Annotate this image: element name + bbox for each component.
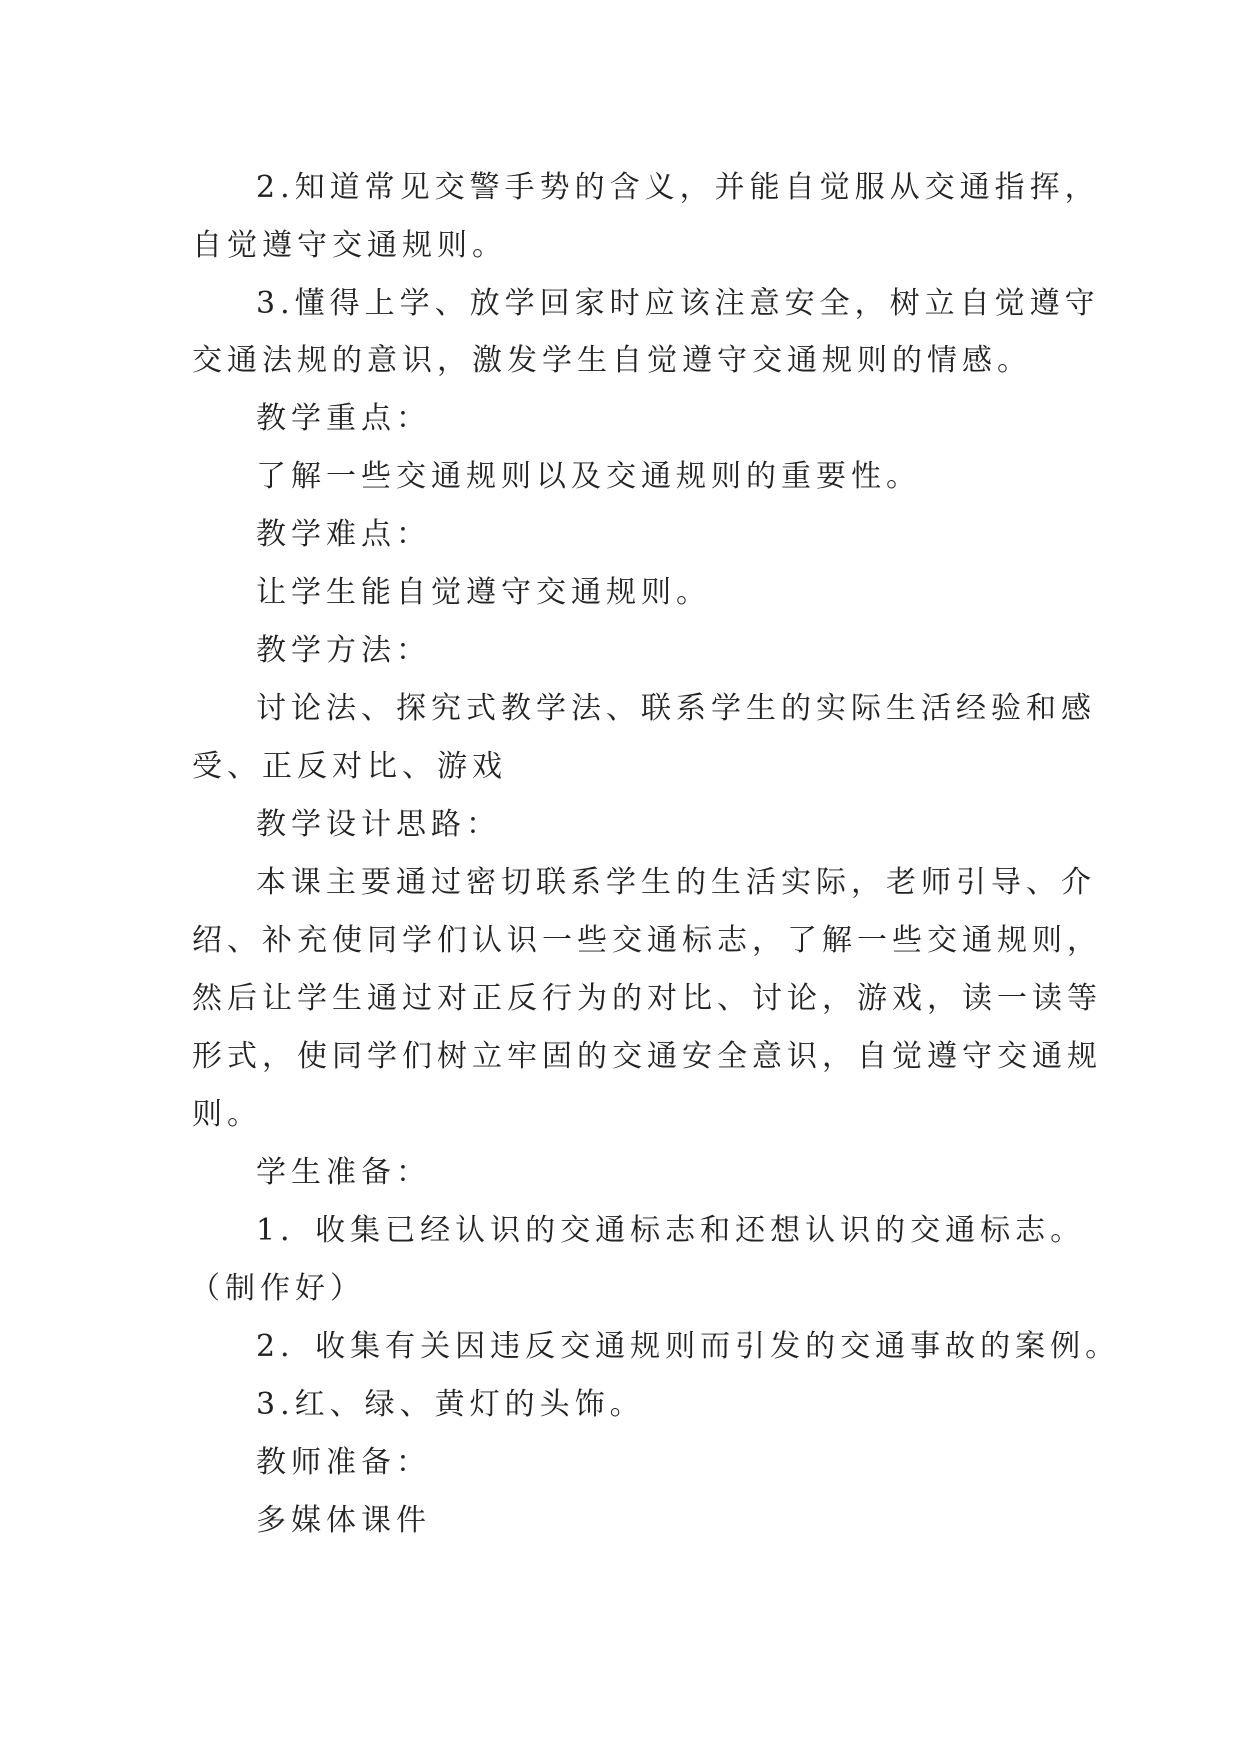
design-line-5: 则。 [192,1097,262,1132]
student-prep-item-2: 2．收集有关因违反交通规则而引发的交通事故的案例。 [256,1329,1121,1364]
key-points-text: 了解一些交通规则以及交通规则的重要性。 [256,459,921,494]
methods-line-1: 讨论法、探究式教学法、联系学生的实际生活经验和感 [256,691,1096,726]
teacher-prep-text: 多媒体课件 [256,1503,431,1538]
heading-key-points: 教学重点： [256,401,431,436]
student-prep-item-1-note: （制作好） [190,1271,365,1306]
objective-3-line-1: 3.懂得上学、放学回家时应该注意安全，树立自觉遵守 [256,286,1100,321]
heading-design: 教学设计思路： [256,807,501,842]
design-line-1: 本课主要通过密切联系学生的生活实际，老师引导、介 [256,865,1096,900]
objective-3-line-2: 交通法规的意识，激发学生自觉遵守交通规则的情感。 [192,343,1032,378]
heading-methods: 教学方法： [256,633,431,668]
objective-2-line-2: 自觉遵守交通规则。 [192,228,507,263]
student-prep-item-1: 1．收集已经认识的交通标志和还想认识的交通标志。 [256,1213,1086,1248]
difficulties-text: 让学生能自觉遵守交通规则。 [256,575,711,610]
heading-teacher-prep: 教师准备： [256,1445,431,1480]
design-line-2: 绍、补充使同学们认识一些交通标志，了解一些交通规则， [192,923,1102,958]
methods-line-2: 受、正反对比、游戏 [192,749,507,784]
objective-2-line-1: 2.知道常见交警手势的含义，并能自觉服从交通指挥， [256,170,1100,205]
design-line-3: 然后让学生通过对正反行为的对比、讨论，游戏，读一读等 [192,981,1102,1016]
design-line-4: 形式，使同学们树立牢固的交通安全意识，自觉遵守交通规 [192,1039,1102,1074]
heading-difficulties: 教学难点： [256,517,431,552]
student-prep-item-3: 3.红、绿、黄灯的头饰。 [256,1387,645,1422]
heading-student-prep: 学生准备： [256,1155,431,1190]
